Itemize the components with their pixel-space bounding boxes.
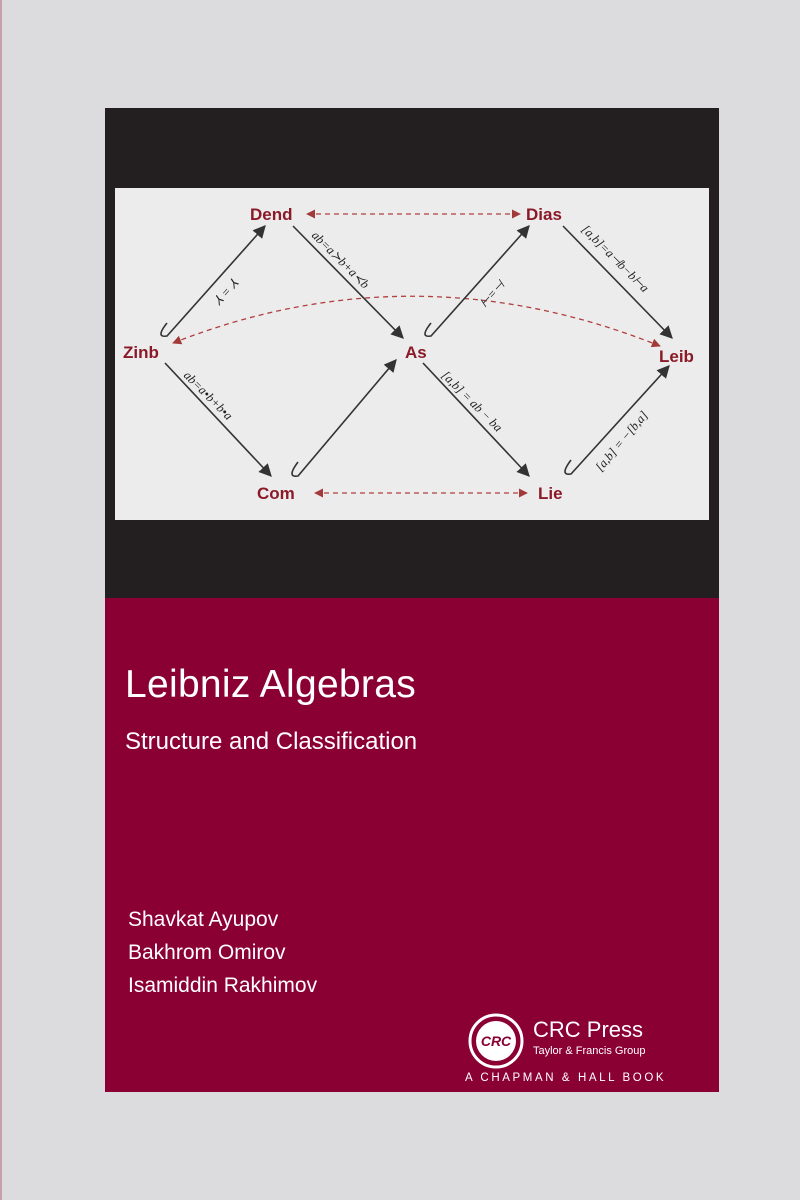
edge-label-zinb-com: ab=a•b+b•a — [180, 368, 236, 423]
node-com: Com — [257, 484, 295, 503]
book-subtitle: Structure and Classification — [125, 728, 418, 755]
node-dend: Dend — [250, 205, 293, 224]
node-as: As — [405, 343, 427, 362]
crc-logo-icon — [468, 1013, 524, 1069]
publisher-group: Taylor & Francis Group — [533, 1045, 646, 1057]
zinb-com-arrow — [165, 363, 271, 476]
edge-label-as-dias: ⊢=⊣ — [476, 278, 508, 311]
book-cover — [105, 108, 719, 1092]
publisher-imprint: A CHAPMAN & HALL BOOK — [465, 1072, 667, 1084]
node-zinb: Zinb — [123, 343, 159, 362]
node-leib: Leib — [659, 347, 694, 366]
zinb-dend-arrow — [161, 226, 265, 336]
book-title: Leibniz Algebras — [125, 663, 416, 706]
crc-logo-text: CRC — [480, 1033, 512, 1049]
cover-top-band — [105, 108, 719, 598]
author-name: Isamiddin Rakhimov — [128, 974, 318, 997]
dias-leib-arrow — [563, 226, 672, 338]
edge-label-dend-as: ab=a≻b+a≺b — [308, 228, 373, 292]
diagram-svg — [115, 188, 709, 520]
author-name: Bakhrom Omirov — [128, 941, 286, 964]
publisher-name: CRC Press — [533, 1017, 644, 1042]
publisher-block — [465, 1013, 705, 1092]
author-name: Shavkat Ayupov — [128, 908, 279, 931]
as-lie-arrow — [423, 363, 529, 476]
page-edge — [0, 0, 2, 1200]
edge-label-as-lie: [a,b] = ab − ba — [438, 368, 506, 435]
zinb-leib-link — [173, 296, 660, 346]
edge-label-zinb-dend: ⅄ = ⅄ — [210, 276, 242, 309]
com-as-arrow — [292, 360, 396, 476]
author-list — [128, 903, 317, 1002]
lie-leib-arrow — [565, 366, 669, 474]
node-dias: Dias — [526, 205, 562, 224]
dend-as-arrow — [293, 226, 403, 338]
algebra-diagram — [115, 188, 709, 520]
edge-label-dias-leib: [a,b]=a⊣b−b⊢a — [578, 222, 652, 296]
node-lie: Lie — [538, 484, 563, 503]
edge-label-lie-leib: [a,b] = −[b,a] — [592, 408, 651, 474]
as-dias-arrow — [425, 226, 529, 336]
